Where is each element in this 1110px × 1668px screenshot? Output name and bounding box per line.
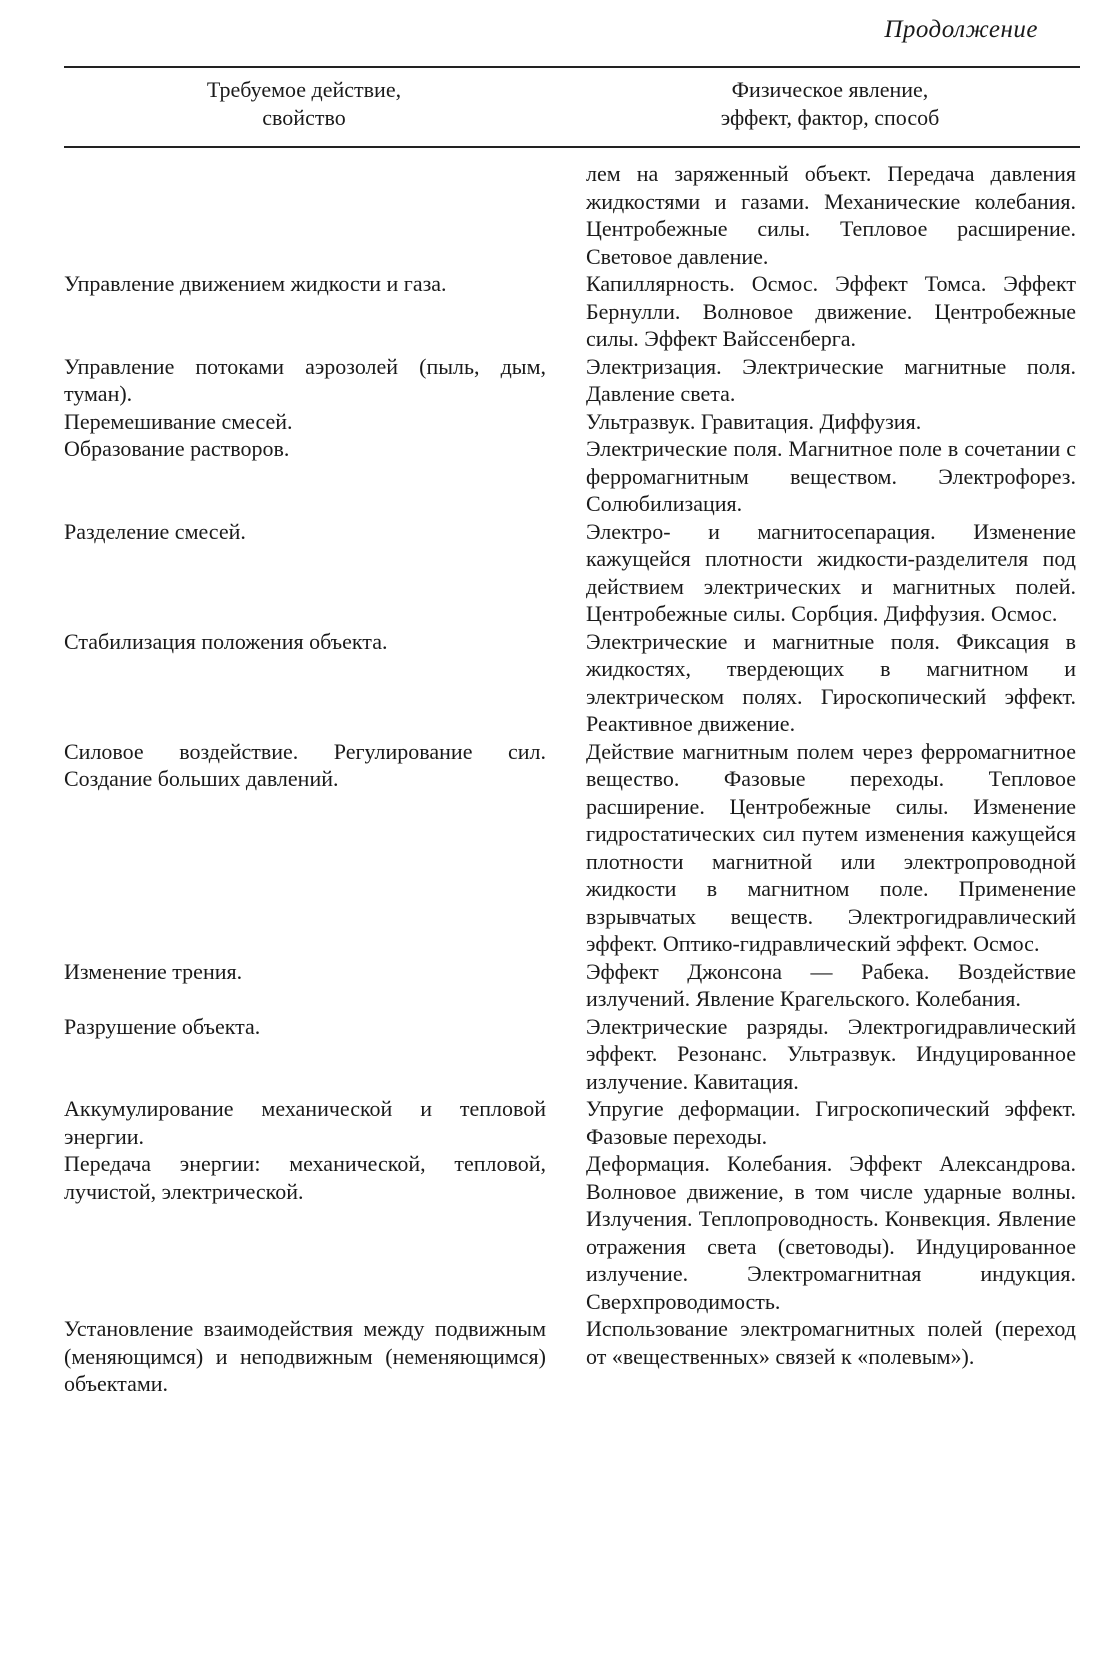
phenomenon-cell: Использование электромагнитных полей (переход от «вещественных» связей к «полевым»). [586,1316,1076,1369]
action-cell: Разрушение объекта. [64,1013,261,1039]
table-row [0,738,1110,958]
phenomenon-cell: Действие магнитным полем через ферромагнитное вещество. Фазовые переходы. Тепловое расширение. Центробежные силы. Изменение гидростатических сил путем изменения кажущейся плотности магнитной или электропроводной жидкости в магнитном поле. Применение взрывчатых веществ. Электрогидравлический эффект. Оптико-гидравлический эффект. Осмос. [586,738,1076,956]
phenomenon-cell: Ультразвук. Гравитация. Диффузия. [586,408,922,434]
table-row [0,518,1110,628]
action-cell: Управление потоками аэрозолей (пыль, дым, туман). [64,353,546,406]
action-cell: Аккумулирование механической и тепловой энергии. [64,1096,546,1149]
action-cell: Образование растворов. [64,436,290,461]
table-row [0,628,1110,738]
phenomenon-cell: Капиллярность. Осмос. Эффект Томса. Эффект Бернулли. Волновое движение. Центробежные силы. Эффект Вайссенберга. [586,271,1076,351]
phenomenon-cell: лем на заряженный объект. Передача давления жидкостями и газами. Механические колебания. Центробежные силы. Тепловое расширение. Световое давление. [586,161,1076,269]
table-top-rule [64,66,1080,68]
action-cell: Управление движением жидкости и газа. [64,271,447,296]
table-row [0,1013,1110,1096]
phenomenon-cell: Электрические и магнитные поля. Фиксация в жидкостях, твердеющих в магнитном и электрическом полях. Гироскопический эффект. Реактивное движение. [586,628,1076,736]
table-row [0,353,1110,408]
phenomenon-cell: Электро- и магнитосепарация. Изменение кажущейся плотности жидкости-разделителя под действием электрических и магнитных полей. Центробежные силы. Сорбция. Диффузия. Осмос. [586,518,1076,626]
column-header-phenomenon-text: Физическое явление, эффект, фактор, способ [720,77,940,130]
action-cell: Перемешивание смесей. [64,408,293,434]
phenomenon-cell: Деформация. Колебания. Эффект Александрова. Волновое движение, в том числе ударные волны. Излучения. Теплопроводность. Конвекция. Явление отражения света (световоды). Индуцированное излучение. Электромагнитная индукция. Сверхпроводимость. [586,1151,1076,1314]
phenomenon-cell: Эффект Джонсона — Рабека. Воздействие излучений. Явление Крагельского. Колебания. [586,958,1076,1011]
table-row [0,408,1110,436]
phenomenon-cell: Электризация. Электрические магнитные поля. Давление света. [586,353,1076,406]
action-cell: Разделение смесей. [64,518,246,544]
table-row [0,270,1110,353]
action-cell: Установление взаимодействия между подвижным (меняющимся) и неподвижным (неменяющимся) объектами. [64,1316,546,1396]
action-cell: Передача энергии: механической, тепловой, лучистой, электрической. [64,1151,546,1204]
action-cell: Силовое воздействие. Регулирование сил. Создание больших давлений. [64,738,546,791]
table-row [0,1315,1110,1398]
column-header-action [64,76,544,132]
phenomenon-cell: Электрические поля. Магнитное поле в сочетании с ферромагнитным веществом. Электрофорез. Солюбилизация. [586,436,1076,516]
continuation-label: Продолжение [884,16,1038,43]
phenomenon-cell: Электрические разряды. Электрогидравлический эффект. Резонанс. Ультразвук. Индуцированное излучение. Кавитация. [586,1013,1076,1094]
column-header-phenomenon [580,76,1080,132]
table-row [0,435,1110,518]
column-header-action-text: Требуемое действие, свойство [206,77,402,130]
table-row [0,1150,1110,1315]
table-header-rule [64,146,1080,148]
table-row [0,1095,1110,1150]
action-cell: Стабилизация положения объекта. [64,628,388,654]
table-body [0,160,1110,1398]
action-cell: Изменение трения. [64,958,243,984]
table-row [0,160,1110,270]
table-row [0,958,1110,1013]
phenomenon-cell: Упругие деформации. Гигроскопический эффект. Фазовые переходы. [586,1096,1076,1149]
